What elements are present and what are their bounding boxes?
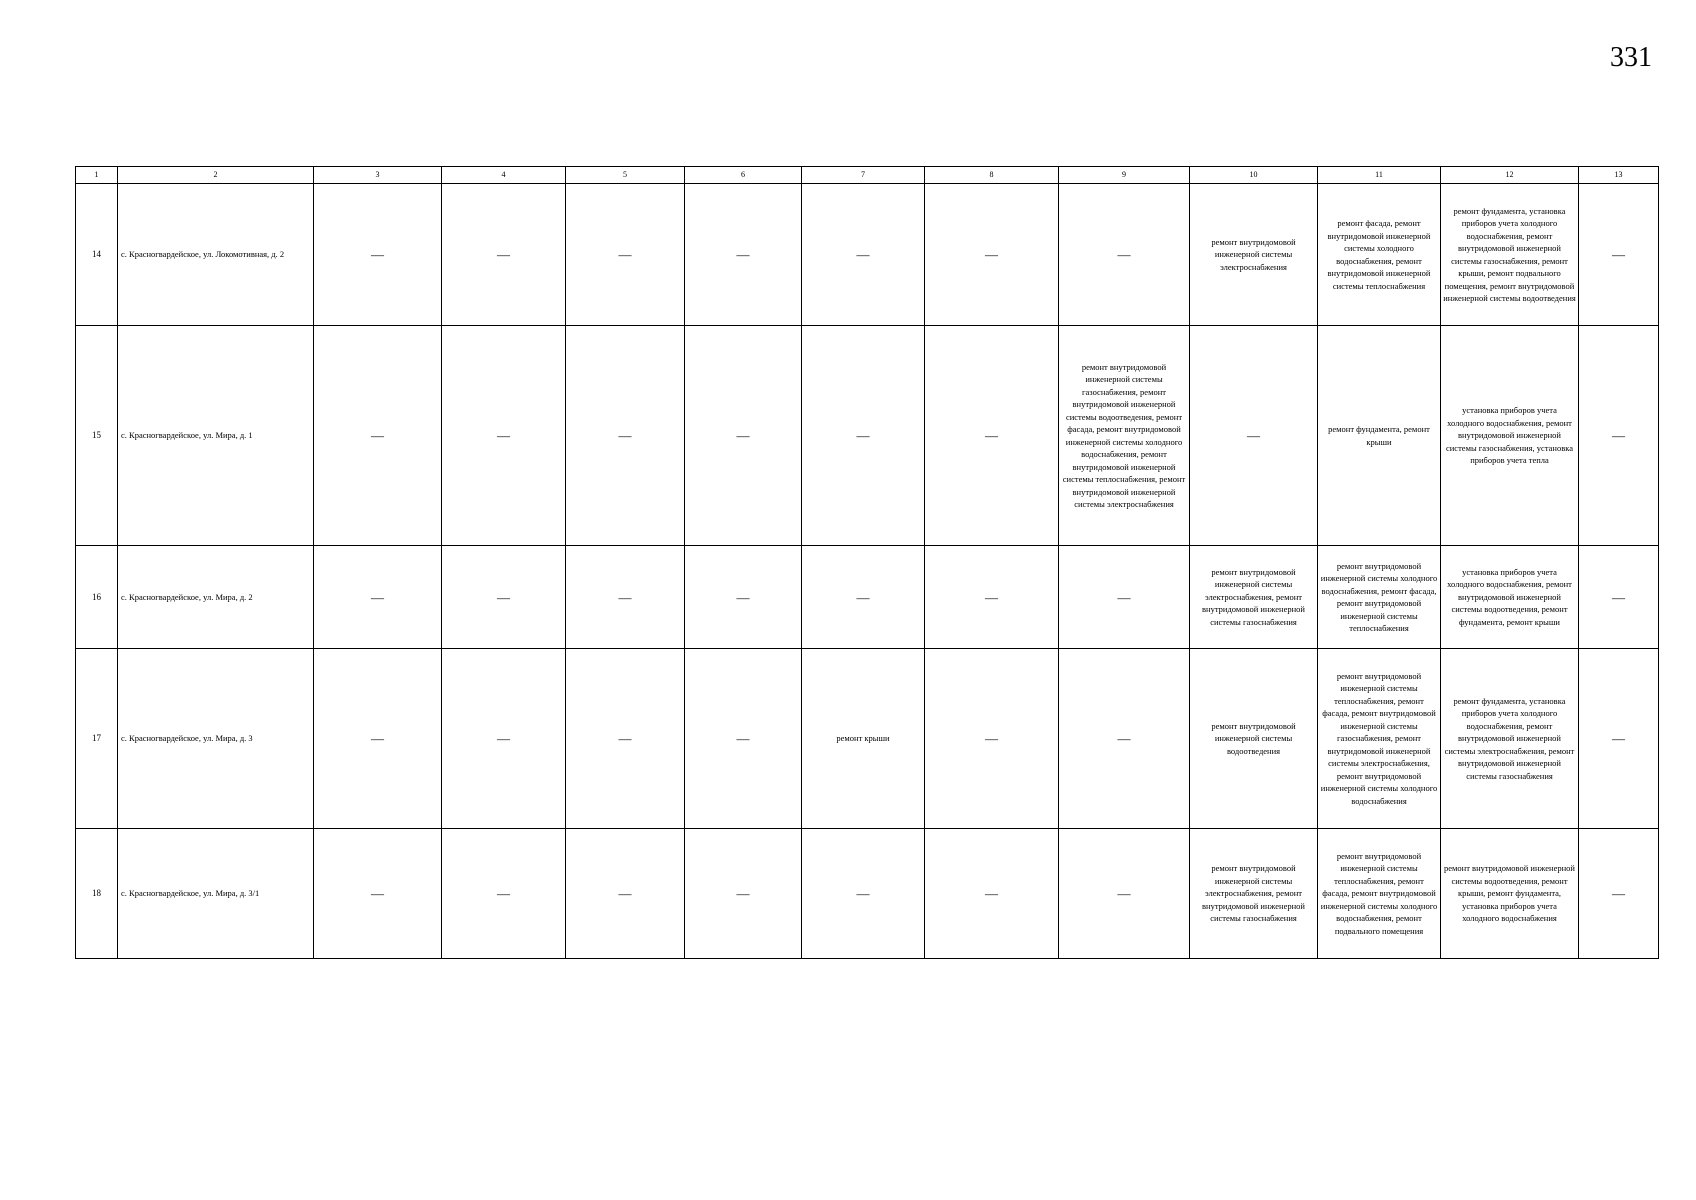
repair-schedule-table bbox=[75, 166, 1659, 959]
row-number: 15 bbox=[76, 326, 118, 546]
empty-dash-cell: — bbox=[802, 184, 925, 326]
work-cell: ремонт внутридомовой инженерной системы водоотведения, ремонт крыши, ремонт фундамента, установка приборов учета холодного водоснабжения bbox=[1441, 829, 1579, 959]
address-cell: с. Красногвардейское, ул. Мира, д. 1 bbox=[118, 326, 314, 546]
work-cell: установка приборов учета холодного водоснабжения, ремонт внутридомовой инженерной системы газоснабжения, установка приборов учета тепла bbox=[1441, 326, 1579, 546]
address-cell: с. Красногвардейское, ул. Локомотивная, д. 2 bbox=[118, 184, 314, 326]
empty-dash-cell: — bbox=[685, 326, 802, 546]
empty-dash-cell: — bbox=[314, 184, 442, 326]
column-number-cell: 12 bbox=[1441, 167, 1579, 184]
empty-dash-cell: — bbox=[1579, 829, 1659, 959]
column-number-cell: 8 bbox=[925, 167, 1059, 184]
empty-dash-cell: — bbox=[442, 546, 566, 649]
address-cell: с. Красногвардейское, ул. Мира, д. 2 bbox=[118, 546, 314, 649]
column-number-cell: 11 bbox=[1318, 167, 1441, 184]
empty-dash-cell: — bbox=[314, 649, 442, 829]
empty-dash-cell: — bbox=[566, 326, 685, 546]
table-row bbox=[76, 546, 1659, 649]
empty-dash-cell: — bbox=[685, 546, 802, 649]
column-number-cell: 4 bbox=[442, 167, 566, 184]
work-cell: ремонт фасада, ремонт внутридомовой инженерной системы холодного водоснабжения, ремонт внутридомовой инженерной системы теплоснабжения bbox=[1318, 184, 1441, 326]
empty-dash-cell: — bbox=[1579, 326, 1659, 546]
empty-dash-cell: — bbox=[925, 546, 1059, 649]
empty-dash-cell: — bbox=[925, 326, 1059, 546]
work-cell: ремонт внутридомовой инженерной системы электроснабжения bbox=[1190, 184, 1318, 326]
empty-dash-cell: — bbox=[566, 184, 685, 326]
empty-dash-cell: — bbox=[1059, 546, 1190, 649]
empty-dash-cell: — bbox=[925, 184, 1059, 326]
column-number-cell: 10 bbox=[1190, 167, 1318, 184]
column-number-cell: 9 bbox=[1059, 167, 1190, 184]
work-cell: ремонт внутридомовой инженерной системы газоснабжения, ремонт внутридомовой инженерной системы водоотведения, ремонт фасада, ремонт внутридомовой инженерной системы холодного водоснабжения, ремонт внутридомовой инженерной системы теплоснабжения, ремонт внутридомовой инженерной системы электроснабжения bbox=[1059, 326, 1190, 546]
empty-dash-cell: — bbox=[1190, 326, 1318, 546]
column-number-cell: 2 bbox=[118, 167, 314, 184]
empty-dash-cell: — bbox=[566, 649, 685, 829]
row-number: 17 bbox=[76, 649, 118, 829]
table-row bbox=[76, 326, 1659, 546]
empty-dash-cell: — bbox=[802, 546, 925, 649]
table-row bbox=[76, 829, 1659, 959]
work-cell: ремонт внутридомовой инженерной системы холодного водоснабжения, ремонт фасада, ремонт внутридомовой инженерной системы теплоснабжения bbox=[1318, 546, 1441, 649]
empty-dash-cell: — bbox=[442, 829, 566, 959]
empty-dash-cell: — bbox=[685, 184, 802, 326]
address-cell: с. Красногвардейское, ул. Мира, д. 3/1 bbox=[118, 829, 314, 959]
empty-dash-cell: — bbox=[802, 326, 925, 546]
column-number-cell: 13 bbox=[1579, 167, 1659, 184]
empty-dash-cell: — bbox=[925, 829, 1059, 959]
column-number-cell: 3 bbox=[314, 167, 442, 184]
work-cell: ремонт внутридомовой инженерной системы водоотведения bbox=[1190, 649, 1318, 829]
column-number-cell: 6 bbox=[685, 167, 802, 184]
table-row bbox=[76, 649, 1659, 829]
empty-dash-cell: — bbox=[442, 184, 566, 326]
empty-dash-cell: — bbox=[566, 829, 685, 959]
empty-dash-cell: — bbox=[1059, 649, 1190, 829]
work-cell: ремонт внутридомовой инженерной системы электроснабжения, ремонт внутридомовой инженерной системы газоснабжения bbox=[1190, 546, 1318, 649]
empty-dash-cell: — bbox=[1579, 649, 1659, 829]
column-number-cell: 1 bbox=[76, 167, 118, 184]
empty-dash-cell: — bbox=[314, 829, 442, 959]
page-number: 331 bbox=[1610, 42, 1652, 73]
row-number: 18 bbox=[76, 829, 118, 959]
address-cell: с. Красногвардейское, ул. Мира, д. 3 bbox=[118, 649, 314, 829]
work-cell: установка приборов учета холодного водоснабжения, ремонт внутридомовой инженерной системы водоотведения, ремонт фундамента, ремонт крыши bbox=[1441, 546, 1579, 649]
row-number: 16 bbox=[76, 546, 118, 649]
work-cell: ремонт фундамента, ремонт крыши bbox=[1318, 326, 1441, 546]
empty-dash-cell: — bbox=[566, 546, 685, 649]
work-cell: ремонт фундамента, установка приборов учета холодного водоснабжения, ремонт внутридомовой инженерной системы электроснабжения, ремонт внутридомовой инженерной системы газоснабжения bbox=[1441, 649, 1579, 829]
column-number-cell: 7 bbox=[802, 167, 925, 184]
row-number: 14 bbox=[76, 184, 118, 326]
column-number-row bbox=[76, 167, 1659, 184]
column-number-cell: 5 bbox=[566, 167, 685, 184]
empty-dash-cell: — bbox=[685, 829, 802, 959]
work-cell: ремонт фундамента, установка приборов учета холодного водоснабжения, ремонт внутридомовой инженерной системы газоснабжения, ремонт крыши, ремонт подвального помещения, ремонт внутридомовой инженерной системы водоотведения bbox=[1441, 184, 1579, 326]
empty-dash-cell: — bbox=[442, 326, 566, 546]
empty-dash-cell: — bbox=[442, 649, 566, 829]
work-cell: ремонт внутридомовой инженерной системы теплоснабжения, ремонт фасада, ремонт внутридомовой инженерной системы холодного водоснабжения, ремонт подвального помещения bbox=[1318, 829, 1441, 959]
empty-dash-cell: — bbox=[314, 546, 442, 649]
empty-dash-cell: — bbox=[925, 649, 1059, 829]
empty-dash-cell: — bbox=[1059, 184, 1190, 326]
empty-dash-cell: — bbox=[314, 326, 442, 546]
empty-dash-cell: — bbox=[1579, 546, 1659, 649]
work-cell: ремонт внутридомовой инженерной системы электроснабжения, ремонт внутридомовой инженерной системы газоснабжения bbox=[1190, 829, 1318, 959]
work-cell: ремонт внутридомовой инженерной системы теплоснабжения, ремонт фасада, ремонт внутридомовой инженерной системы газоснабжения, ремонт внутридомовой инженерной системы электроснабжения, ремонт внутридомовой инженерной системы холодного водоснабжения bbox=[1318, 649, 1441, 829]
table-row bbox=[76, 184, 1659, 326]
empty-dash-cell: — bbox=[1579, 184, 1659, 326]
empty-dash-cell: — bbox=[802, 829, 925, 959]
empty-dash-cell: — bbox=[685, 649, 802, 829]
empty-dash-cell: — bbox=[1059, 829, 1190, 959]
work-cell: ремонт крыши bbox=[802, 649, 925, 829]
